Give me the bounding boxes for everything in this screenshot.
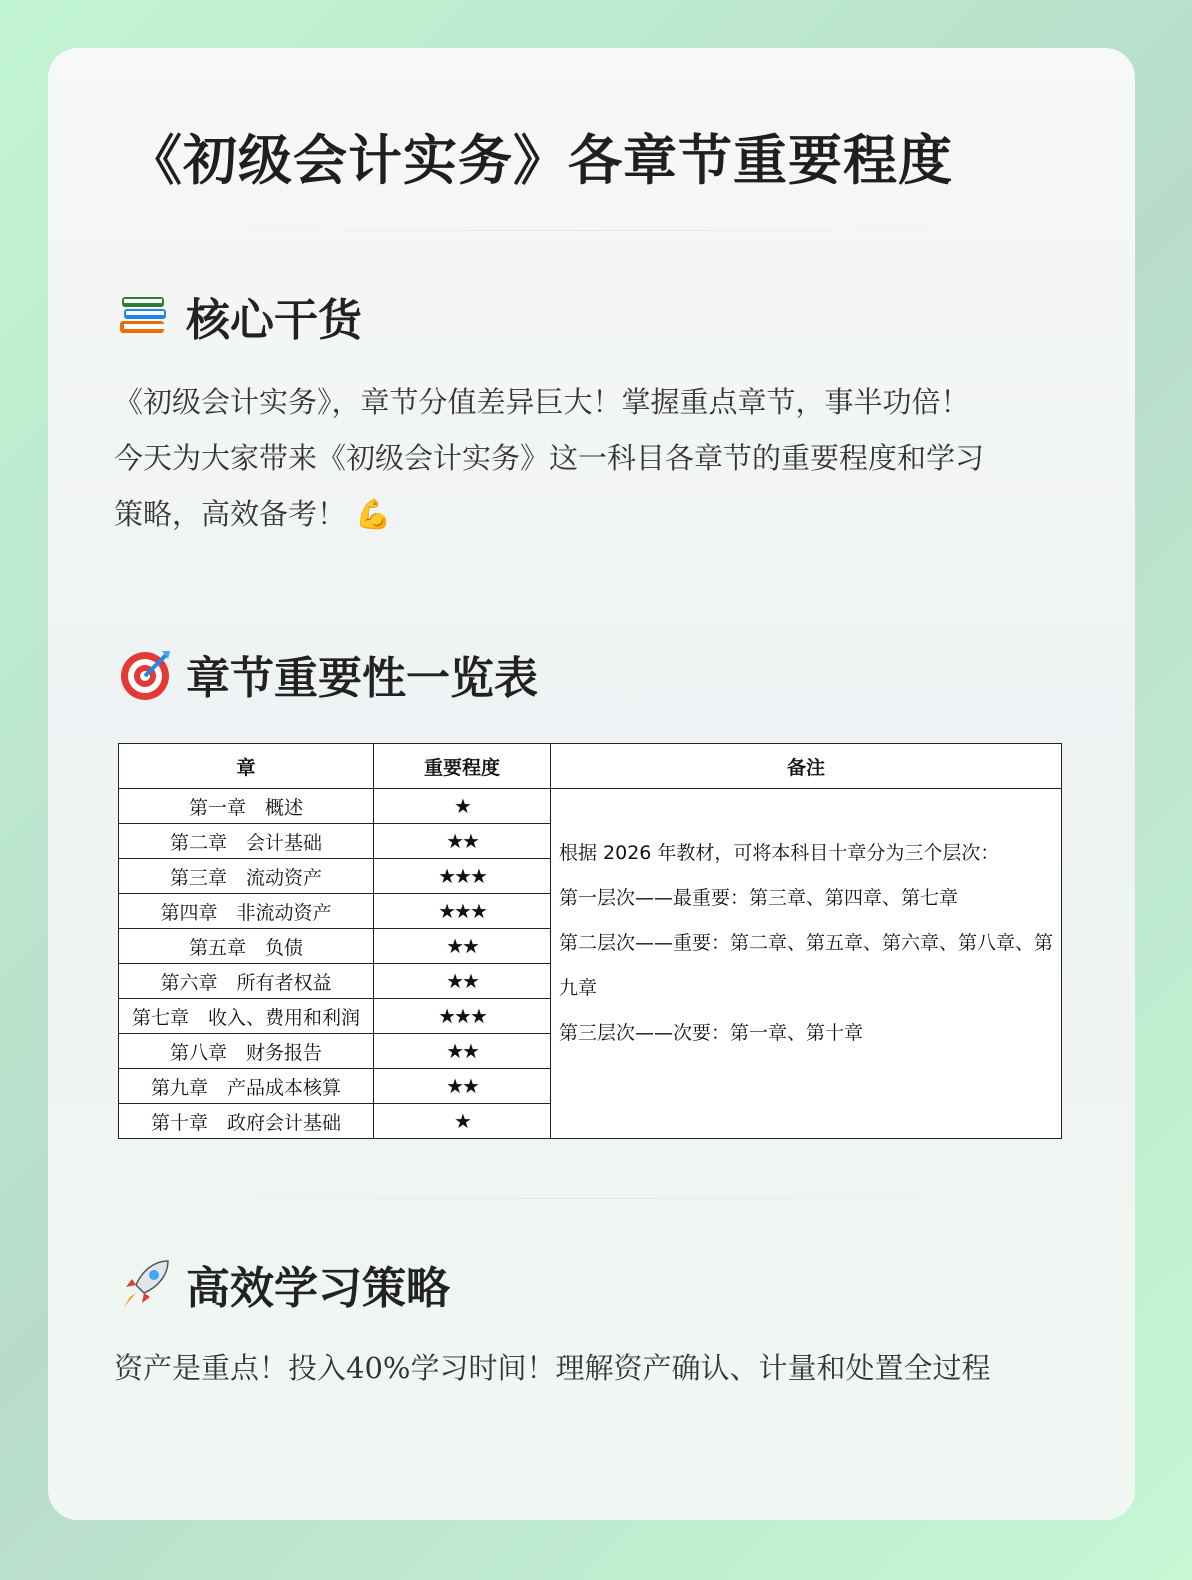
table-row: [119, 789, 1062, 824]
chapter-cell: 第十章 政府会计基础: [119, 1104, 374, 1139]
chapter-cell: 第八章 财务报告: [119, 1034, 374, 1069]
stars-cell: ★★: [374, 964, 551, 999]
page-title: 《初级会计实务》各章节重要程度: [128, 128, 953, 192]
strategy-paragraph: 资产是重点！投入40%学习时间！理解资产确认、计量和处置全过程: [114, 1351, 991, 1385]
books-icon: [118, 289, 172, 343]
chapter-cell: 第九章 产品成本核算: [119, 1069, 374, 1104]
chapter-importance-table: [118, 743, 1062, 1139]
stars-cell: ★: [374, 1104, 551, 1139]
chapter-cell: 第六章 所有者权益: [119, 964, 374, 999]
rocket-icon: [118, 1257, 172, 1311]
chapter-cell: 第二章 会计基础: [119, 824, 374, 859]
intro-line: 《初级会计实务》，章节分值差异巨大！掌握重点章节，事半功倍！: [114, 385, 970, 419]
intro-line: 今天为大家带来《初级会计实务》这一科目各章节的重要程度和学习: [114, 441, 985, 475]
flexed-biceps-icon: 💪: [355, 497, 392, 531]
stars-cell: ★★★: [374, 999, 551, 1034]
notes-cell: [551, 789, 1062, 1139]
chapter-cell: 第三章 流动资产: [119, 859, 374, 894]
stars-cell: ★: [374, 789, 551, 824]
section-heading-core: [118, 284, 362, 348]
section-heading-strategy: [118, 1252, 450, 1316]
stars-cell: ★★★: [374, 859, 551, 894]
chapter-cell: 第一章 概述: [119, 789, 374, 824]
intro-line: [114, 486, 1074, 542]
section-heading-table: [118, 642, 538, 706]
divider: [198, 230, 978, 231]
note-line: 第二层次——重要：第二章、第五章、第六章、第八章、第九章: [559, 932, 1054, 999]
intro-paragraph: [114, 374, 1074, 542]
heading-text: 章节重要性一览表: [186, 653, 538, 704]
heading-text: 高效学习策略: [186, 1263, 450, 1314]
table-header-row: [119, 744, 1062, 789]
column-header: 章: [119, 744, 374, 789]
stars-cell: ★★: [374, 1069, 551, 1104]
column-header: 重要程度: [374, 744, 551, 789]
chapter-cell: 第四章 非流动资产: [119, 894, 374, 929]
divider: [198, 1198, 978, 1199]
chapter-cell: 第七章 收入、费用和利润: [119, 999, 374, 1034]
note-line: 根据 2026 年教材，可将本科目十章分为三个层次：: [559, 842, 1000, 864]
content-card: [48, 48, 1135, 1520]
intro-line-text: 策略，高效备考！: [114, 497, 347, 531]
target-icon: [118, 647, 172, 701]
stars-cell: ★★: [374, 1034, 551, 1069]
column-header: 备注: [551, 744, 1062, 789]
stars-cell: ★★: [374, 929, 551, 964]
stars-cell: ★★★: [374, 894, 551, 929]
chapter-cell: 第五章 负债: [119, 929, 374, 964]
note-line: 第三层次——次要：第一章、第十章: [559, 1022, 864, 1044]
stars-cell: ★★: [374, 824, 551, 859]
heading-text: 核心干货: [186, 295, 362, 346]
note-line: 第一层次——最重要：第三章、第四章、第七章: [559, 887, 959, 909]
